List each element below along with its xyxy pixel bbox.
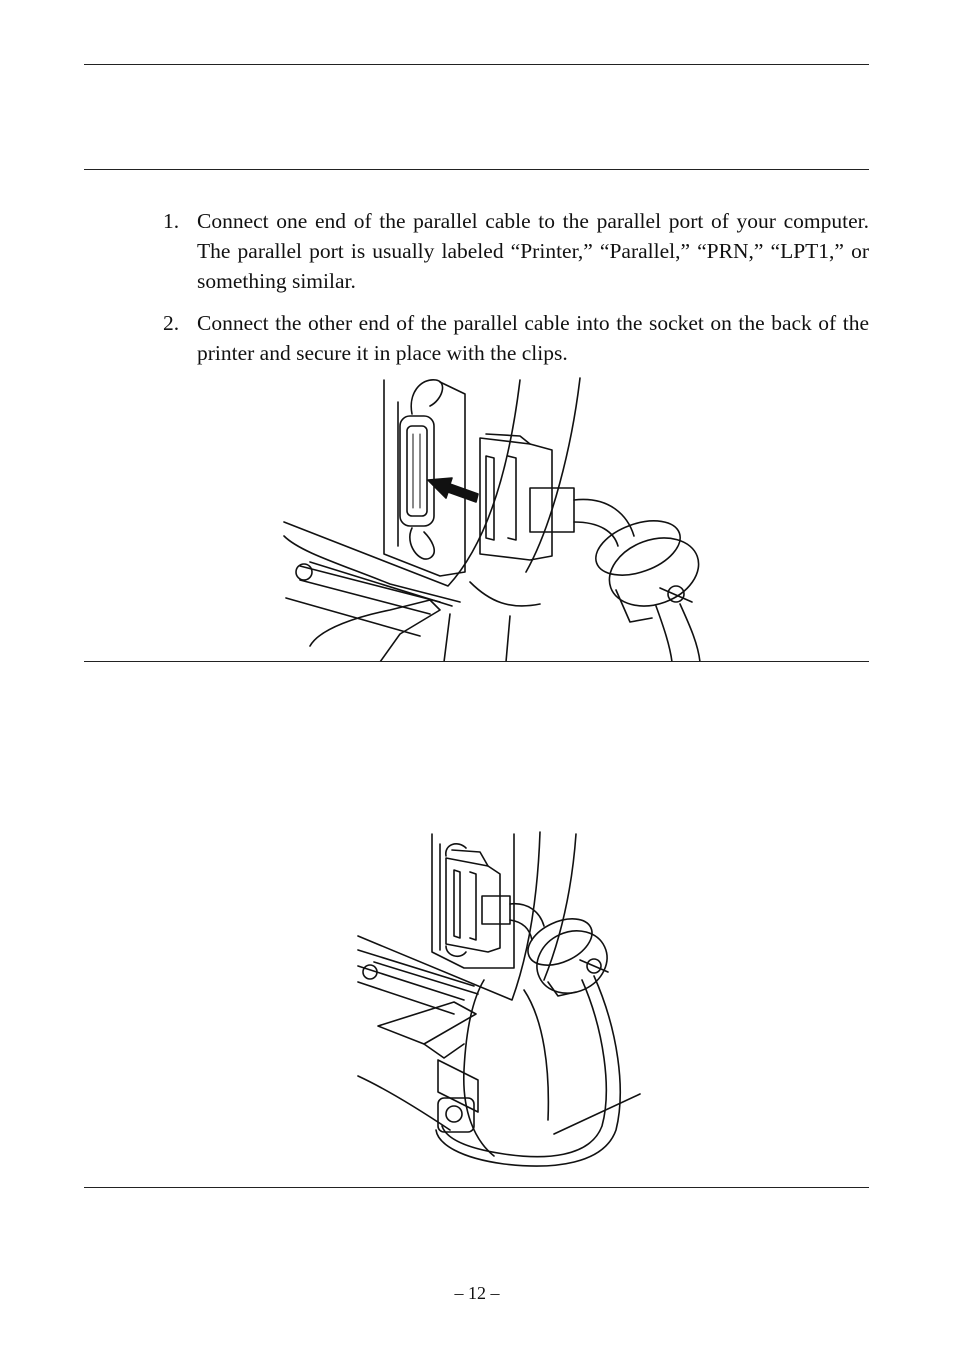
section-rule-3 <box>84 1187 869 1188</box>
step-list <box>163 206 869 380</box>
page-number: – 12 – <box>454 1283 500 1303</box>
illustration-cable-secured <box>354 830 644 1170</box>
section-rule-2 <box>84 661 869 662</box>
section-rule-1 <box>84 169 869 170</box>
step-1 <box>163 206 869 296</box>
step-text: Connect the other end of the parallel cable into the socket on the back of the printer and secure it in place with the clips. <box>197 311 869 365</box>
step-text: Connect one end of the parallel cable to the parallel port of your computer. The parallel port is usually labeled “Printer,” “Parallel,” “PRN,” “LPT1,” or something similar. <box>197 209 869 293</box>
step-number: 2. <box>163 311 180 335</box>
step-number: 1. <box>163 209 180 233</box>
illustration-cable-connection <box>280 376 710 662</box>
step-2 <box>163 308 869 368</box>
top-rule <box>84 64 869 65</box>
